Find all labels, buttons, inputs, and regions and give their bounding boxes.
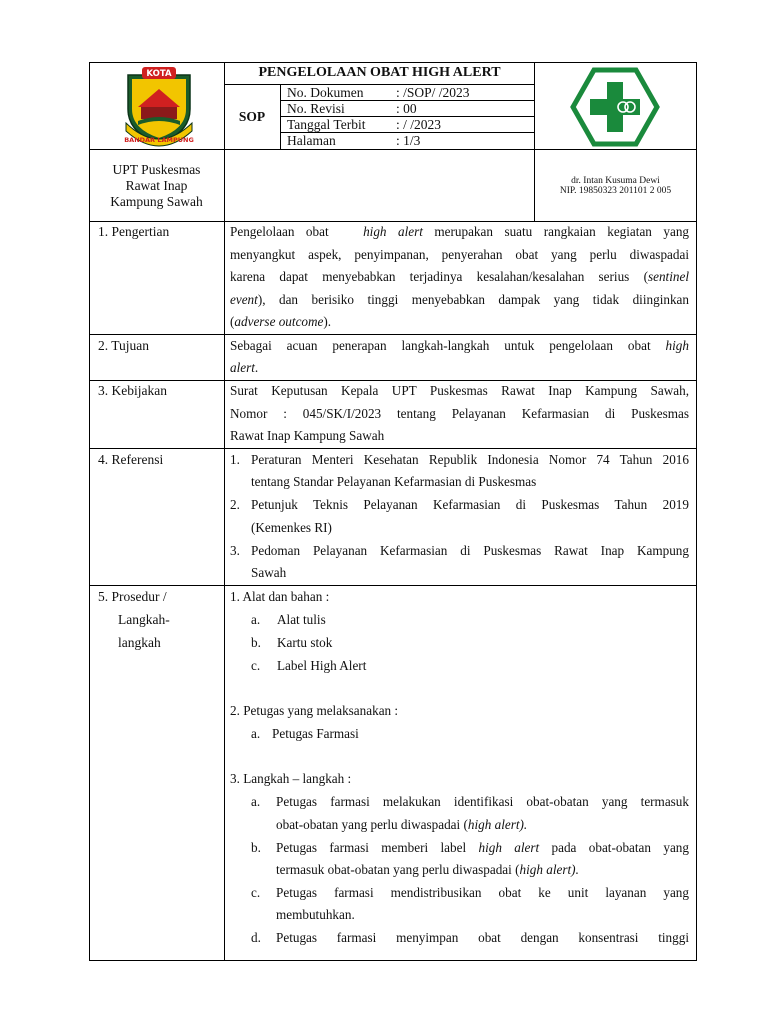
langkah-d-line-1: Petugas farmasi menyimpan obat dengan konsentrasi tinggi	[276, 930, 689, 945]
border-referensi-bottom	[89, 585, 697, 586]
referensi-1-line-1: Peraturan Menteri Kesehatan Republik Indonesia Nomor 74 Tahun 2016	[251, 452, 689, 467]
alat-item-b-num: b.	[251, 635, 261, 650]
referensi-2-num: 2.	[230, 497, 240, 512]
referensi-2-line-2: (Kemenkes RI)	[251, 520, 332, 535]
langkah-a-line-2: obat-obatan yang perlu diwaspadai (high alert).	[276, 817, 528, 832]
langkah-a-num: a.	[251, 794, 261, 809]
alat-item-b-text: Kartu stok	[277, 635, 333, 650]
border-institution-bottom	[89, 221, 697, 222]
tujuan-line-2: alert.	[230, 360, 259, 375]
svg-text:BANDAR LAMPUNG: BANDAR LAMPUNG	[124, 136, 194, 144]
referensi-1-line-2: tentang Standar Pelayanan Kefarmasian di Puskesmas	[251, 474, 537, 489]
page-label: Halaman	[287, 133, 336, 148]
prosedur-label-2: Langkah-	[118, 612, 170, 627]
referensi-1-num: 1.	[230, 452, 240, 467]
kebijakan-line-1: Surat Keputusan Kepala UPT Puskesmas Rawat Inap Kampung Sawah,	[230, 383, 689, 398]
doc-number-label: No. Dokumen	[287, 85, 364, 100]
pengertian-label: 1. Pengertian	[98, 224, 170, 239]
alat-item-c-text: Label High Alert	[277, 658, 367, 673]
border-bottom	[89, 960, 697, 961]
sop-label: SOP	[238, 109, 266, 124]
prosedur-label-1: 5. Prosedur /	[98, 589, 167, 604]
referensi-2-line-1: Petunjuk Teknis Pelayanan Kefarmasian di Puskesmas Tahun 2019	[251, 497, 689, 512]
pengertian-line-3: karena dapat menyebabkan terjadinya kesalahan/kesalahan serius (sentinel	[230, 269, 689, 284]
kebijakan-line-3: Rawat Inap Kampung Sawah	[230, 428, 385, 443]
petugas-item-a-text: Petugas Farmasi	[272, 726, 359, 741]
prosedur-label-3: langkah	[118, 635, 161, 650]
referensi-label: 4. Referensi	[98, 452, 164, 467]
langkah-b-line-1: Petugas farmasi memberi label high alert pada obat-obatan yang	[276, 840, 689, 855]
alat-item-a-num: a.	[251, 612, 261, 627]
langkah-d-num: d.	[251, 930, 261, 945]
langkah-a-line-1: Petugas farmasi melakukan identifikasi obat-obatan yang termasuk	[276, 794, 689, 809]
petugas-item-a-num: a.	[251, 726, 261, 741]
alat-title: 1. Alat dan bahan :	[230, 589, 330, 604]
doc-number-value: : /SOP/ /2023	[396, 85, 470, 100]
signer-nip: NIP. 19850323 201101 2 005	[559, 186, 672, 196]
puskesmas-logo	[570, 67, 660, 147]
langkah-c-line-2: membutuhkan.	[276, 907, 355, 922]
border-title-bottom	[224, 84, 535, 85]
tujuan-label: 2. Tujuan	[98, 338, 150, 353]
pengertian-line-5: (adverse outcome).	[230, 314, 332, 329]
referensi-3-line-1: Pedoman Pelayanan Kefarmasian di Puskesmas Rawat Inap Kampung	[251, 543, 689, 558]
issue-date-value: : / /2023	[396, 117, 442, 132]
petugas-title: 2. Petugas yang melaksanakan :	[230, 703, 399, 718]
page-value: : 1/3	[396, 133, 421, 148]
document-title: PENGELOLAAN OBAT HIGH ALERT	[258, 65, 501, 80]
border-header-bottom	[89, 149, 697, 150]
langkah-c-line-1: Petugas farmasi mendistribusikan obat ke unit layanan yang	[276, 885, 689, 900]
pengertian-line-1: Pengelolaan obat high alert merupakan suatu rangkaian kegiatan yang	[230, 224, 690, 239]
institution-line-3: Kampung Sawah	[110, 194, 203, 209]
referensi-3-line-2: Sawah	[251, 565, 287, 580]
institution-line-2: Rawat Inap	[125, 178, 188, 193]
kebijakan-label: 3. Kebijakan	[98, 383, 167, 398]
border-pengertian-bottom	[89, 334, 697, 335]
border-right	[696, 62, 697, 961]
border-tujuan-bottom	[89, 380, 697, 381]
tujuan-line-1: Sebagai acuan penerapan langkah-langkah untuk pengelolaan obat high	[230, 338, 689, 353]
langkah-title: 3. Langkah – langkah :	[230, 771, 352, 786]
alat-item-c-num: c.	[251, 658, 261, 673]
border-col-doc-right	[534, 62, 535, 222]
border-kebijakan-bottom	[89, 448, 697, 449]
revision-label: No. Revisi	[287, 101, 345, 116]
border-col-sop	[280, 84, 281, 150]
langkah-b-num: b.	[251, 840, 261, 855]
svg-text:KOTA: KOTA	[146, 69, 172, 79]
referensi-3-num: 3.	[230, 543, 240, 558]
langkah-c-num: c.	[251, 885, 261, 900]
revision-value: : 00	[396, 101, 417, 116]
institution-line-1: UPT Puskesmas	[112, 162, 201, 177]
kebijakan-line-2: Nomor : 045/SK/I/2023 tentang Pelayanan Kefarmasian di Puskesmas	[230, 406, 689, 421]
alat-item-a-text: Alat tulis	[277, 612, 326, 627]
border-col-label	[224, 62, 225, 961]
signer-name: dr. Intan Kusuma Dewi	[571, 176, 660, 186]
pengertian-line-4: event), dan berisiko tinggi menyebabkan dampak yang tidak diinginkan	[230, 292, 689, 307]
langkah-b-line-2: termasuk obat-obatan yang perlu diwaspadai (high alert).	[276, 862, 579, 877]
kota-bandar-lampung-logo	[116, 63, 202, 149]
issue-date-label: Tanggal Terbit	[287, 117, 366, 132]
pengertian-line-2: menyangkut aspek, penyimpanan, penyerahan obat yang perlu diwaspadai	[230, 247, 689, 262]
